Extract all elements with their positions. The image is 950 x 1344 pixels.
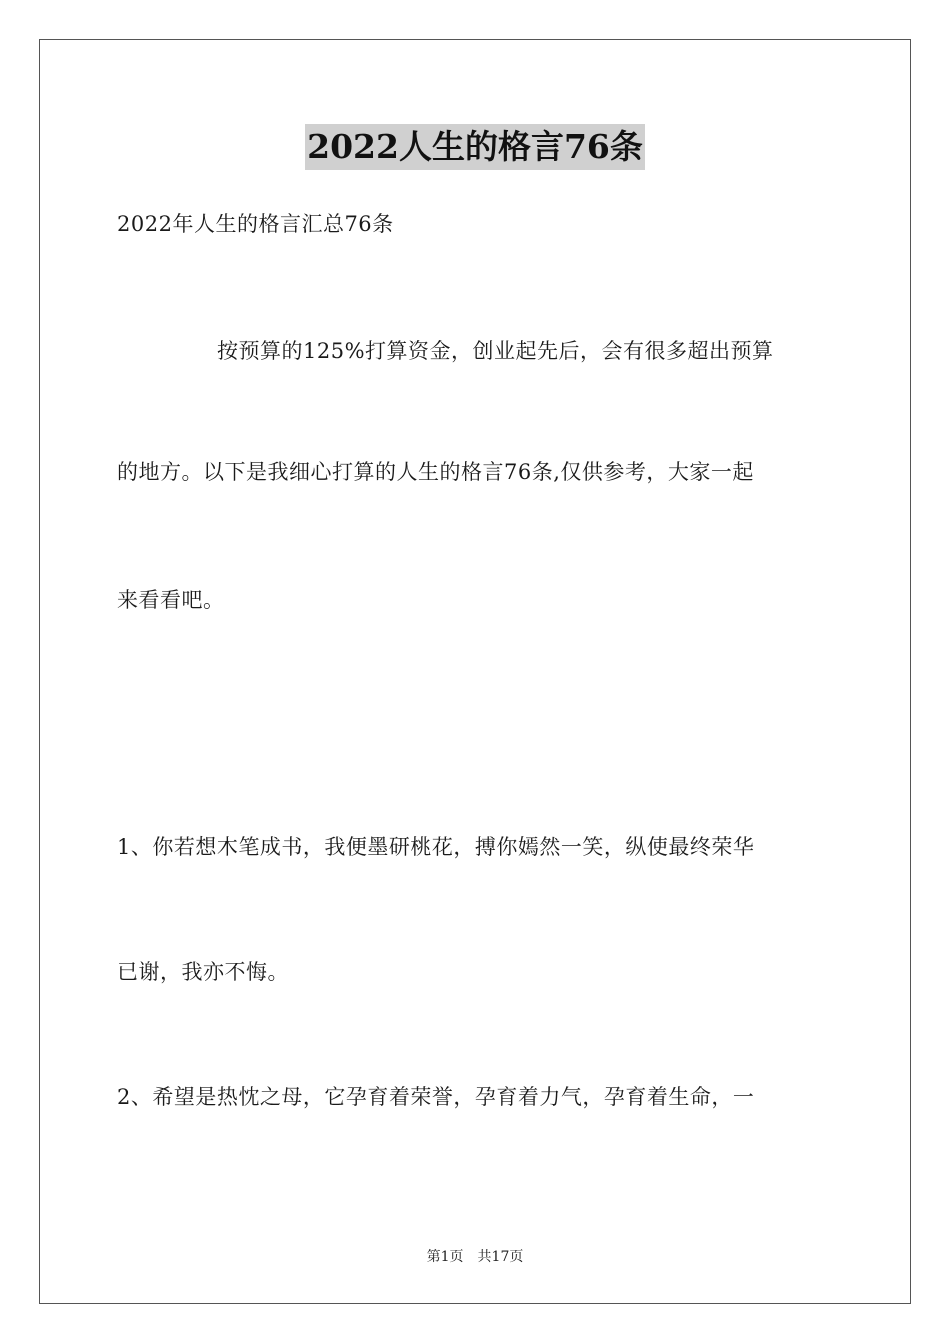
title-container xyxy=(0,124,950,170)
document-title: 2022人生的格言76条 xyxy=(305,124,645,170)
intro-line-3: 来看看吧。 xyxy=(117,588,225,612)
item-2-line-1: 2、希望是热忱之母，它孕育着荣誉，孕育着力气，孕育着生命，一 xyxy=(117,1085,755,1109)
item-1-line-1: 1、你若想木笔成书，我便墨研桃花，搏你嫣然一笑，纵使最终荣华 xyxy=(117,835,755,859)
intro-line-2: 的地方。以下是我细心打算的人生的格言76条,仅供参考，大家一起 xyxy=(117,460,754,484)
page-number-current: 第1页 xyxy=(426,1249,464,1265)
intro-line-1: 按预算的125%打算资金，创业起先后，会有很多超出预算 xyxy=(217,339,774,363)
page-number-total: 共17页 xyxy=(477,1249,524,1265)
page-footer xyxy=(0,1248,950,1266)
item-1-line-2: 已谢，我亦不悔。 xyxy=(117,960,289,984)
document-subtitle: 2022年人生的格言汇总76条 xyxy=(117,212,394,236)
